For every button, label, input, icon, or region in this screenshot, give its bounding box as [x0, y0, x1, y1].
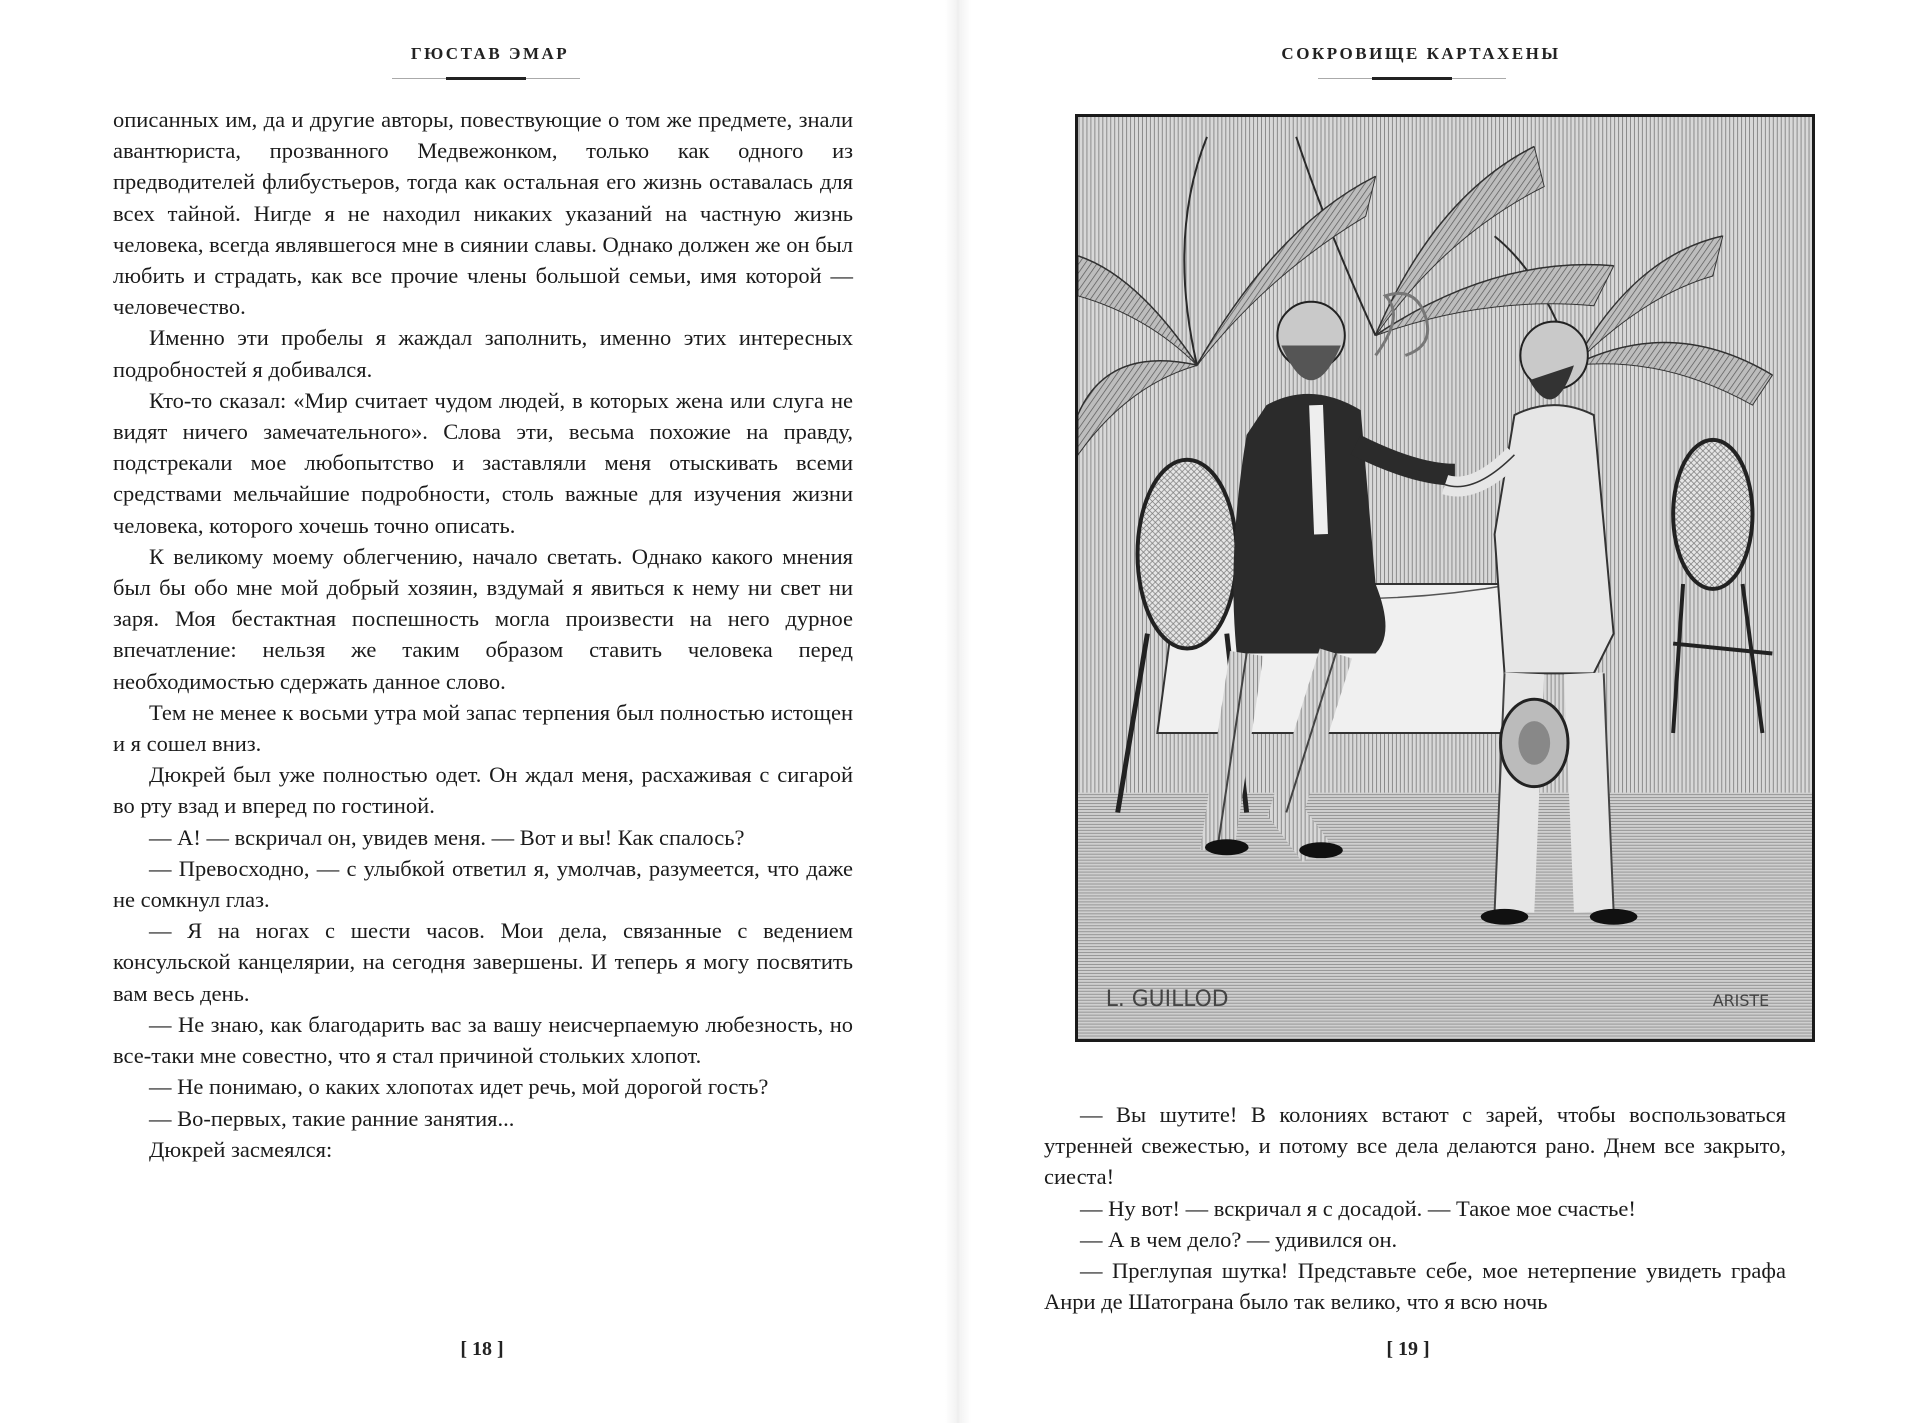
- paragraph: Кто-то сказал: «Мир считает чудом людей, в которых жена или слуга не видят ничего замечательного». Слова эти, весьма похожие на правду, подстрекали мое любопытство и заставляли меня отыскивать всеми средствами мельчайшие подробности, столь важные для изучения жизни человека, которого хочешь точно описать.: [113, 387, 853, 538]
- engraver-signature-right: ARISTE: [1712, 991, 1770, 1011]
- running-head-title: СОКРОВИЩЕ КАРТАХЕНЫ: [1281, 44, 1561, 63]
- paragraph: — Я на ногах с шести часов. Мои дела, связанные с ведением консульской канцелярии, на сегодня завершены. И теперь я могу посвятить вам весь день.: [113, 918, 853, 1006]
- paragraph: описанных им, да и другие авторы, повествующие о том же предмете, знали авантюриста, прозванного Медвежонком, только как одного из предводителей флибустьеров, тогда как остальная его жизнь оставалась для всех тайной. Нигде я не находил никаких указаний на частную жизнь человека, всегда являвшегося мне в сиянии славы. Однако должен же он был любить и страдать, как все прочие члены большой семьи, имя которой — человечество.: [113, 107, 853, 320]
- paragraph: — Ну вот! — вскричал я с досадой. — Такое мое счастье!: [1080, 1195, 1636, 1221]
- left-page: [0, 0, 957, 1423]
- right-page-body: [1044, 1099, 1786, 1317]
- paragraph: — Преглупая шутка! Представьте себе, мое нетерпение увидеть графа Анри де Шатограна было так велико, что я всю ночь: [1044, 1258, 1786, 1315]
- engraving-image: [1078, 117, 1812, 1039]
- left-page-body: [113, 104, 853, 1165]
- paragraph: — А! — вскричал он, увидев меня. — Вот и вы! Как спалось?: [149, 824, 745, 850]
- paragraph: — Не знаю, как благодарить вас за вашу неисчерпаемую любезность, но все-таки мне совестно, что я стал причиной стольких хлопот.: [113, 1011, 853, 1069]
- running-head-rule: [392, 78, 580, 79]
- paragraph: Тем не менее к восьми утра мой запас терпения был полностью истощен и я сошел вниз.: [113, 699, 853, 757]
- engraving-illustration: [1075, 114, 1815, 1042]
- right-page: [958, 0, 1915, 1423]
- engraver-signature-left: L. GUILLOD: [1105, 987, 1229, 1013]
- paragraph: К великому моему облегчению, начало светать. Однако какого мнения был бы обо мне мой добрый хозяин, вздумай я явиться к нему ни свет ни заря. Моя бестактная поспешность могла произвести на него дурное впечатление: нельзя же таким образом ставить человека перед необходимостью сдержать данное слово.: [113, 543, 853, 694]
- paragraph: Именно эти пробелы я жаждал заполнить, именно этих интересных подробностей я добивался.: [113, 325, 853, 382]
- page-number: [ 19 ]: [1386, 1338, 1430, 1360]
- running-head-author: ГЮСТАВ ЭМАР: [410, 44, 570, 63]
- paragraph: — Во-первых, такие ранние занятия...: [149, 1105, 515, 1131]
- running-head-rule: [1318, 78, 1506, 79]
- page-number: [ 18 ]: [460, 1338, 504, 1360]
- paragraph: — Превосходно, — с улыбкой ответил я, умолчав, разумеется, что даже не сомкнул глаз.: [113, 855, 853, 913]
- paragraph: — Вы шутите! В колониях встают с зарей, чтобы воспользоваться утренней свежестью, и потому все дела делаются рано. Днем все закрыто, сиеста!: [1044, 1102, 1786, 1190]
- paragraph: Дюкрей был уже полностью одет. Он ждал меня, расхаживая с сигарой во рту взад и вперед по гостиной.: [113, 762, 853, 819]
- paragraph: — Не понимаю, о каких хлопотах идет речь, мой дорогой гость?: [149, 1074, 769, 1100]
- paragraph: Дюкрей засмеялся:: [149, 1136, 333, 1162]
- paragraph: — А в чем дело? — удивился он.: [1080, 1226, 1398, 1252]
